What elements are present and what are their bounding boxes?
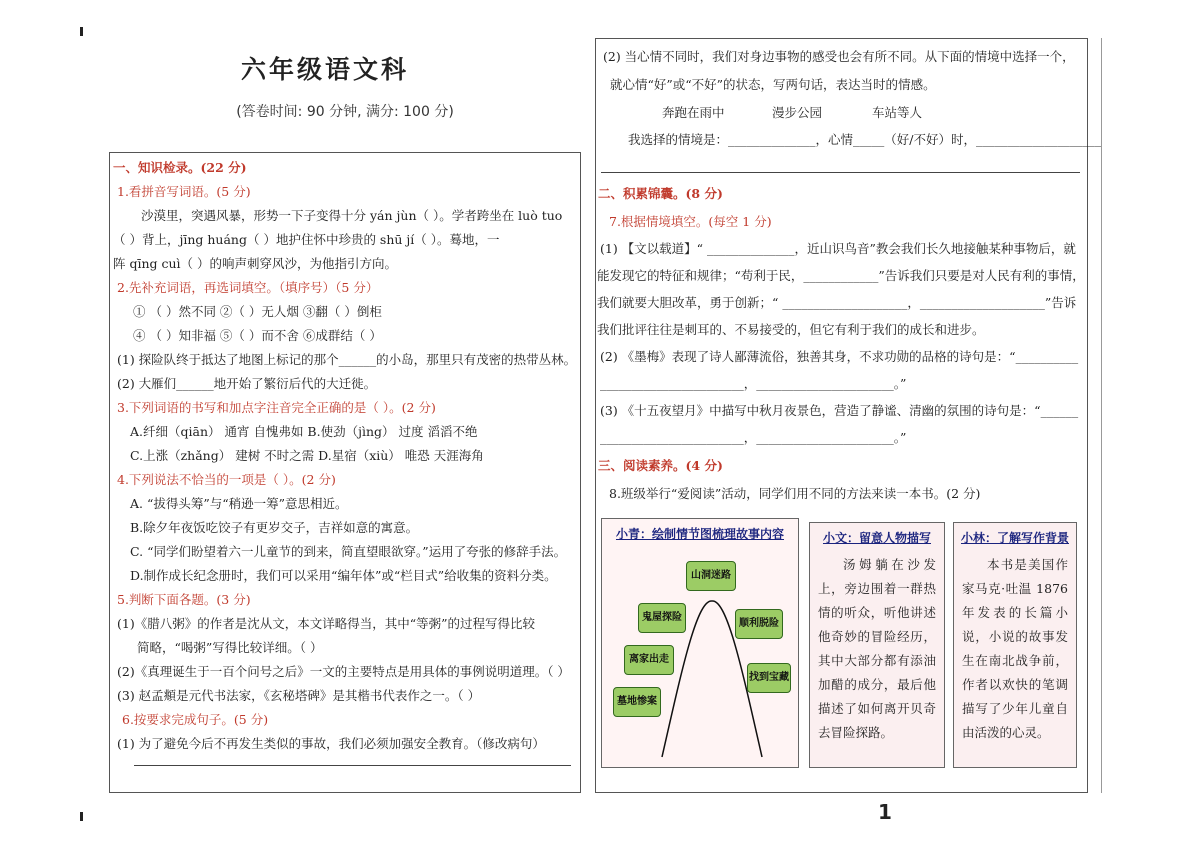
q7-1-line-4: 我们批评往往是刺耳的、不易接受的，但它有利于我们的成长和进步。	[597, 322, 985, 337]
scenario-option-1: 奔跑在雨中	[662, 105, 725, 120]
q4-option-a: A. “拔得头筹”与“稍逊一筹”意思相近。	[130, 496, 348, 511]
q6-heading: 6.按要求完成句子。(5 分)	[122, 712, 269, 727]
q5-statement-1b: 简略，“喝粥”写得比较详细。（ ）	[137, 640, 323, 655]
plot-node-haunted-house: 鬼屋探险	[638, 603, 686, 633]
q8-heading: 8.班级举行“爱阅读”活动，同学们用不同的方法来读一本书。(2 分)	[609, 486, 981, 501]
q4-heading: 4.下列说法不恰当的一项是（ ）。(2 分)	[117, 472, 336, 487]
scenario-option-3: 车站等人	[872, 105, 923, 120]
q4-option-d: D.制作成长纪念册时，我们可以采用“编年体”或“栏目式”给收集的资料分类。	[130, 568, 557, 583]
q7-1-line-3: 我们就要大胆改革，勇于创新；“ ____________________，____________________”告诉	[597, 295, 1077, 310]
q5-statement-3: (3) 赵孟頫是元代书法家，《玄秘塔碑》是其楷书代表作之一。（ ）	[117, 688, 481, 703]
q5-statement-1a: (1)《腊八粥》的作者是沈从文，本文详略得当，其中“等粥”的过程写得比较	[117, 616, 535, 631]
plot-node-graveyard: 墓地惨案	[613, 687, 661, 717]
q6-2-extra-line	[601, 172, 1080, 173]
crop-mark-top	[80, 27, 83, 36]
q4-option-c: C. “同学们盼望着六一儿童节的到来，简直望眼欲穿。”运用了夸张的修辞手法。	[130, 544, 567, 559]
q7-2-line-1: (2) 《墨梅》表现了诗人鄙薄流俗，独善其身，不求功勋的品格的诗句是：“__________	[600, 349, 1079, 364]
q7-1-line-2: 能发现它的特征和规律；“苟利于民，____________”告诉我们只要是对人民有利的事情，	[597, 268, 1085, 283]
q2-row-1: ① （ ）然不同 ②（ ）无人烟 ③翻（ ）倒柜	[133, 304, 382, 319]
q7-3-line-2: _______________________，______________________。”	[600, 430, 907, 445]
q1-line-2: （ ）背上，jīng huáng（ ）地护住怀中珍贵的 shū jí（ ）。蓦地，一	[113, 232, 500, 247]
q1-heading: 1.看拼音写词语。(5 分)	[117, 184, 251, 199]
q5-statement-2: (2)《真理诞生于一百个问号之后》一文的主要特点是用具体的事例说明道理。（ ）	[117, 664, 570, 679]
section-1-heading: 一、知识检录。(22 分)	[113, 160, 247, 175]
plot-node-treasure: 找到宝藏	[747, 663, 791, 693]
exam-info: (答卷时间: 90 分钟, 满分: 100 分)	[236, 104, 454, 120]
q2-sentence-1: (1) 探险队终于抵达了地图上标记的那个______的小岛，那里只有茂密的热带丛林。	[117, 352, 577, 367]
q2-row-2: ④ （ ）知非福 ⑤（ ）而不舍 ⑥成群结（ ）	[133, 328, 382, 343]
panel-background-body: 本书是美国作家马克·吐温 1876 年发表的长篇小说，小说的故事发生在南北战争前，作者以欢快的笔调描写了少年儿童自由活泼的心灵。	[962, 557, 1068, 740]
plot-node-cave: 山洞迷路	[686, 561, 736, 591]
q6-2-line-2: 就心情“好”或“不好”的状态，写两句话，表达当时的情感。	[610, 77, 936, 92]
q7-heading: 7.根据情境填空。(每空 1 分)	[609, 214, 772, 229]
q5-heading: 5.判断下面各题。(3 分)	[117, 592, 251, 607]
q3-row-2: C.上涨（zhǎng） 建树 不时之需 D.星宿（xiù） 唯恐 天涯海角	[130, 448, 484, 463]
q1-line-3: 阵 qīng cuì（ ）的响声刺穿风沙，为他指引方向。	[113, 256, 398, 271]
crop-mark-bottom	[80, 812, 83, 821]
panel-plot-chart	[601, 518, 799, 768]
section-3-heading: 三、阅读素养。(4 分)	[598, 458, 723, 473]
plot-node-run-away: 离家出走	[624, 645, 674, 675]
q7-2-line-2: _______________________，______________________。”	[600, 376, 907, 391]
q3-heading: 3.下列词语的书写和加点字注音完全正确的是（ ）。(2 分)	[117, 400, 436, 415]
q6-2-line-1: (2) 当心情不同时，我们对身边事物的感受也会有所不同。从下面的情境中选择一个，	[603, 49, 1075, 64]
q2-sentence-2: (2) 大雁们______地开始了繁衍后代的大迁徙。	[117, 376, 377, 391]
q6-answer-line	[134, 765, 571, 766]
q2-heading: 2.先补充词语，再选词填空。（填序号）（5 分）	[117, 280, 379, 295]
plot-arc	[602, 519, 798, 767]
panel-background	[953, 522, 1077, 768]
panel-character-body: 汤姆躺在沙发上，旁边围着一群热情的听众，听他讲述他奇妙的冒险经历，其中大部分都有添油加醋的成分，最后他描述了如何离开贝奇去冒险探路。	[818, 557, 936, 740]
panel-character-title: 小文：留意人物描写	[822, 531, 931, 545]
q3-row-1: A.纤细（qiān） 通宵 自愧弗如 B.使劲（jìng） 过度 滔滔不绝	[130, 424, 478, 439]
q6-2-answer-line: 我选择的情境是：______________，心情_____（好/不好）时，____________________	[628, 132, 1101, 147]
page-number: 1	[878, 800, 892, 824]
section-2-heading: 二、积累锦囊。(8 分)	[598, 186, 723, 201]
panel-background-title: 小林：了解写作背景	[960, 531, 1069, 545]
q6-sentence-1: (1) 为了避免今后不再发生类似的事故，我们必须加强安全教育。（修改病句）	[117, 736, 545, 751]
q7-1-line-1: (1) 【文以载道】“ ______________，近山识鸟音”教会我们长久地接触某种事物后，就	[600, 241, 1076, 256]
panel-character	[809, 522, 945, 768]
plot-node-escape: 顺利脱险	[735, 609, 783, 639]
page-title: 六年级语文科	[240, 55, 409, 84]
panel-plot-title: 小青：绘制情节图梳理故事内容	[615, 527, 784, 541]
q4-option-b: B.除夕年夜饭吃饺子有更岁交子，吉祥如意的寓意。	[130, 520, 419, 535]
scenario-option-2: 漫步公园	[772, 105, 823, 120]
page-edge-line	[1101, 38, 1102, 793]
q7-3-line-1: (3) 《十五夜望月》中描写中秋月夜景色，营造了静谧、清幽的氛围的诗句是：“______	[600, 403, 1079, 418]
q1-line-1: 沙漠里，突遇风暴，形势一下子变得十分 yán jùn（ ）。学者跨坐在 luò tuo	[141, 208, 563, 223]
